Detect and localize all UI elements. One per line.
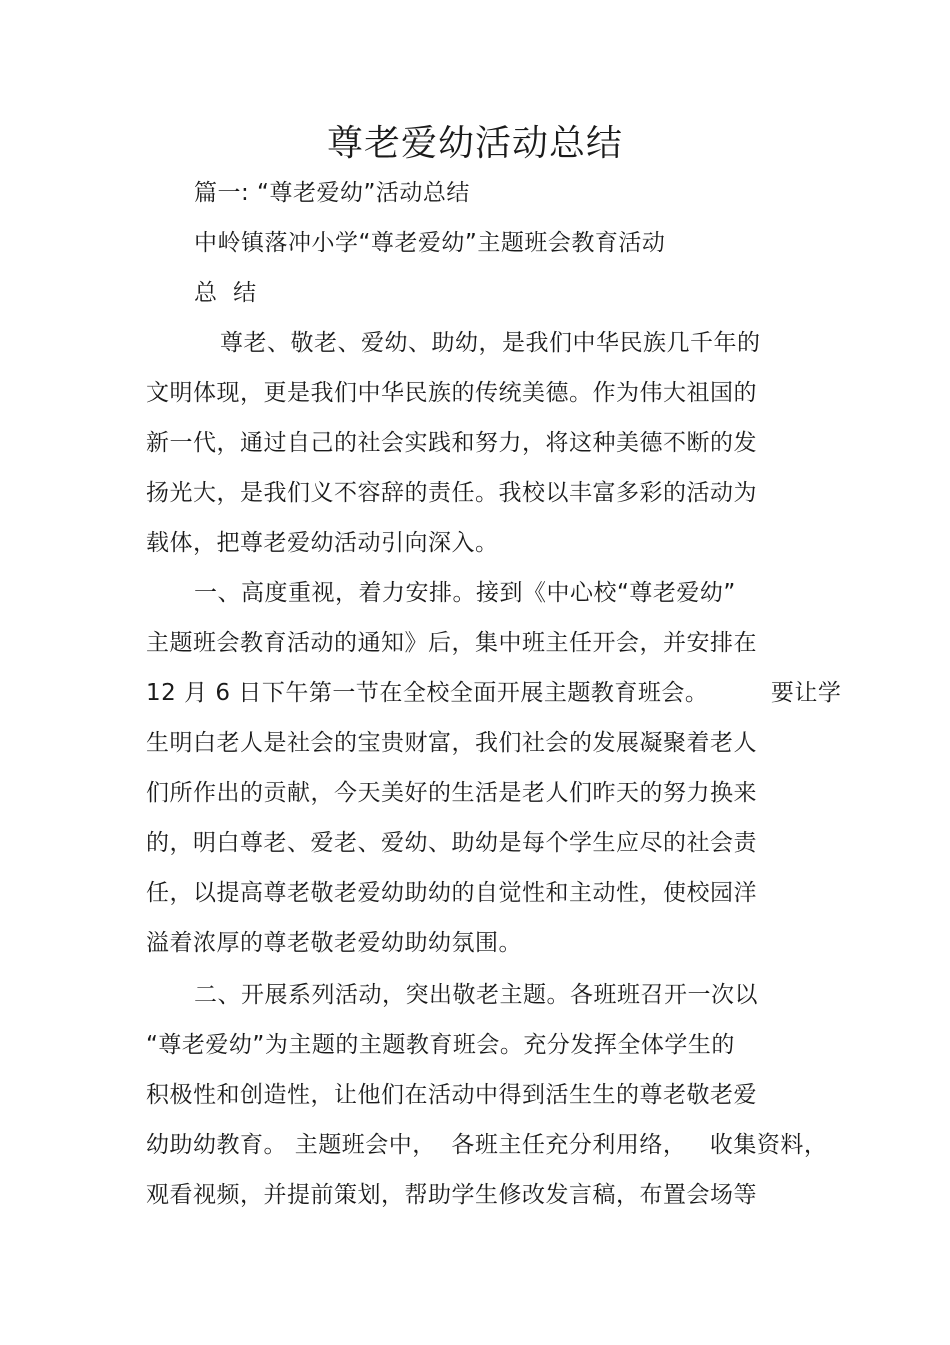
text-line: 新一代，通过自己的社会实践和努力，将这种美德不断的发: [146, 430, 757, 456]
text-line: 溢着浓厚的尊老敬老爱幼助幼氛围。: [146, 930, 522, 956]
text-line: 文明体现，更是我们中华民族的传统美德。作为伟大祖国的: [146, 380, 757, 406]
text-line: 主题班会教育活动的通知》后，集中班主任开会，并安排在: [146, 630, 757, 656]
text-line: 幼助幼教育。 主题班会中， 各班主任充分利用络， 收集资料，: [146, 1132, 828, 1158]
text-line: 载体，把尊老爱幼活动引向深入。: [146, 530, 499, 556]
text-line: 任，以提高尊老敬老爱幼助幼的自觉性和主动性，使校园洋: [146, 880, 757, 906]
text-line: 尊老、敬老、爱幼、助幼，是我们中华民族几千年的: [220, 330, 761, 356]
text-line: 12 月 6 日下午第一节在全校全面开展主题教育班会。 要让学: [146, 680, 842, 706]
text-line: 积极性和创造性，让他们在活动中得到活生生的尊老敬老爱: [146, 1082, 757, 1108]
text-line: “尊老爱幼”为主题的主题教育班会。充分发挥全体学生的: [146, 1032, 735, 1058]
text-line: 篇一: “尊老爱幼”活动总结: [194, 180, 470, 206]
text-line: 中岭镇落冲小学“尊老爱幼”主题班会教育活动: [194, 230, 666, 256]
text-line: 二、开展系列活动，突出敬老主题。各班班召开一次以: [194, 982, 758, 1008]
text-line: 观看视频，并提前策划，帮助学生修改发言稿，布置会场等: [146, 1182, 757, 1208]
text-line: 一、高度重视，着力安排。接到《中心校“尊老爱幼”: [194, 580, 736, 606]
text-line: 总 结: [194, 280, 257, 306]
text-line: 们所作出的贡献，今天美好的生活是老人们昨天的努力换来: [146, 780, 757, 806]
document-title: 尊老爱幼活动总结: [326, 123, 623, 164]
text-line: 扬光大，是我们义不容辞的责任。我校以丰富多彩的活动为: [146, 480, 757, 506]
text-line: 生明白老人是社会的宝贵财富，我们社会的发展凝聚着老人: [146, 730, 757, 756]
text-line: 的，明白尊老、爱老、爱幼、助幼是每个学生应尽的社会责: [146, 830, 757, 856]
